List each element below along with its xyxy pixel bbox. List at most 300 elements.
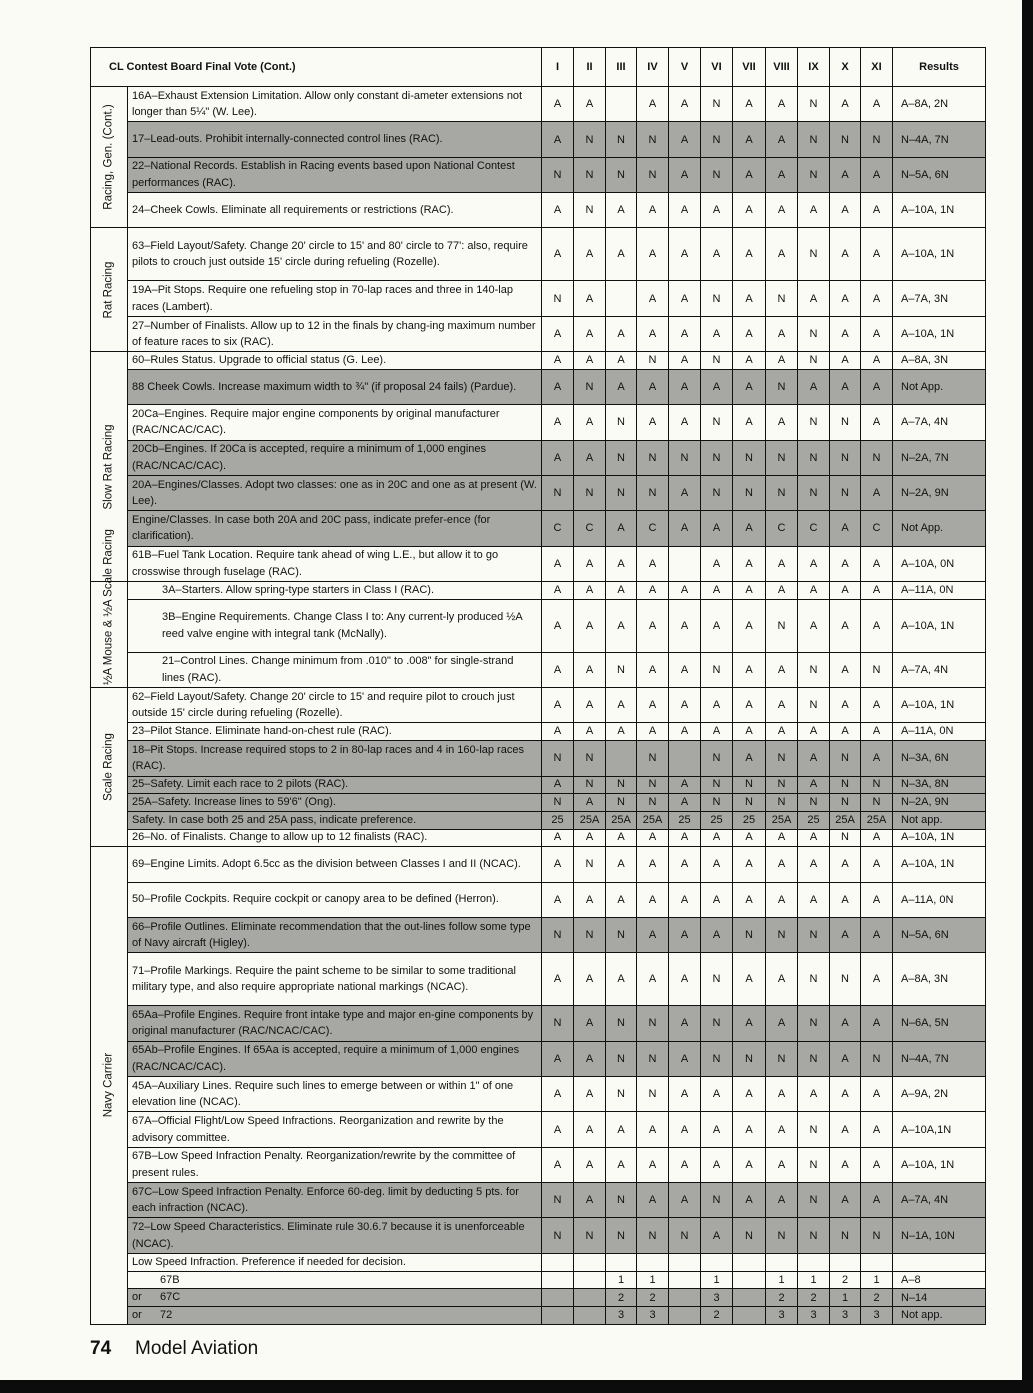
vote-cell: A <box>637 829 669 847</box>
vote-cell: N <box>637 1077 669 1112</box>
vote-cell: A <box>542 352 574 370</box>
results-header: Results <box>893 48 986 87</box>
table-row <box>91 352 986 370</box>
vote-cell: A <box>830 1147 861 1182</box>
table-row <box>91 511 986 546</box>
vote-cell: A <box>542 723 574 741</box>
vote-cell: A <box>606 316 637 351</box>
vote-cell: A <box>766 193 798 228</box>
low-speed-option-wrap <box>132 1272 538 1289</box>
vote-cell: N <box>542 157 574 192</box>
vote-cell: N <box>798 1006 830 1041</box>
vote-cell: A <box>637 917 669 952</box>
vote-cell: A <box>701 546 733 581</box>
result-cell: A–8A, 3N <box>893 953 986 1006</box>
vote-cell: A <box>701 723 733 741</box>
vote-cell: N <box>733 1041 766 1076</box>
vote-cell: N <box>798 917 830 952</box>
vote-cell: A <box>606 369 637 404</box>
vote-cell: A <box>542 1077 574 1112</box>
vote-cell: A <box>542 546 574 581</box>
vote-cell: A <box>542 582 574 600</box>
vote-cell: A <box>606 511 637 546</box>
vote-cell: N <box>798 794 830 812</box>
vote-cell: N <box>669 440 701 475</box>
table-row <box>91 157 986 192</box>
vote-cell: A <box>830 1006 861 1041</box>
vote-cell: N <box>766 1041 798 1076</box>
empty-cell <box>861 1253 893 1271</box>
district-header: VII <box>733 48 766 87</box>
vote-cell: A <box>733 352 766 370</box>
vote-cell: N <box>798 475 830 510</box>
vote-cell: N <box>766 369 798 404</box>
result-cell: A–7A, 4N <box>893 405 986 440</box>
vote-cell: A <box>861 546 893 581</box>
result-cell: A–7A, 4N <box>893 652 986 687</box>
vote-cell: A <box>574 829 606 847</box>
vote-cell: N <box>798 87 830 122</box>
vote-cell: A <box>637 281 669 316</box>
vote-cell: A <box>669 511 701 546</box>
vote-cell: N <box>798 1041 830 1076</box>
vote-cell: C <box>574 511 606 546</box>
vote-cell: N <box>766 741 798 776</box>
vote-cell: A <box>733 882 766 917</box>
district-header: VIII <box>766 48 798 87</box>
vote-cell: N <box>542 1218 574 1253</box>
vote-cell: N <box>606 917 637 952</box>
vote-cell: N <box>766 794 798 812</box>
vote-cell: A <box>861 688 893 723</box>
vote-cell: N <box>861 652 893 687</box>
proposal-text: 20Cb–Engines. If 20Ca is accepted, require a minimum of 1,000 engines (RAC/NCAC/CAC). <box>128 440 542 475</box>
vote-cell: A <box>669 1147 701 1182</box>
vote-cell: 2 <box>861 1289 893 1307</box>
district-header: X <box>830 48 861 87</box>
vote-cell: N <box>574 917 606 952</box>
vote-cell: A <box>637 546 669 581</box>
vote-cell: N <box>766 599 798 652</box>
vote-cell: 25A <box>637 811 669 829</box>
result-cell: A–10A, 1N <box>893 316 986 351</box>
vote-cell: N <box>701 1183 733 1218</box>
table-row <box>91 1041 986 1076</box>
vote-cell: A <box>766 882 798 917</box>
vote-cell: A <box>733 281 766 316</box>
table-row <box>91 1077 986 1112</box>
table-row <box>91 599 986 652</box>
low-speed-option-wrap <box>132 1307 538 1324</box>
vote-cell: A <box>606 193 637 228</box>
vote-cell: C <box>861 511 893 546</box>
low-speed-option-wrap <box>132 1289 538 1306</box>
vote-cell: N <box>733 1218 766 1253</box>
vote-cell: A <box>830 599 861 652</box>
vote-cell: N <box>701 281 733 316</box>
vote-cell: N <box>701 1006 733 1041</box>
result-cell: Not App. <box>893 369 986 404</box>
district-header: I <box>542 48 574 87</box>
option-label: 67C <box>160 1291 181 1304</box>
vote-cell: A <box>861 405 893 440</box>
vote-cell: N <box>542 794 574 812</box>
vote-cell: 25 <box>669 811 701 829</box>
vote-cell: N <box>701 122 733 157</box>
vote-cell: 2 <box>701 1306 733 1324</box>
vote-cell: A <box>637 1183 669 1218</box>
vote-cell: C <box>766 511 798 546</box>
vote-cell: A <box>637 847 669 882</box>
vote-cell: A <box>766 228 798 281</box>
vote-cell: N <box>798 122 830 157</box>
vote-cell: A <box>766 352 798 370</box>
vote-cell: A <box>701 688 733 723</box>
vote-cell: A <box>830 157 861 192</box>
vote-cell: A <box>830 1112 861 1147</box>
vote-cell: A <box>766 847 798 882</box>
vote-cell: A <box>669 953 701 1006</box>
vote-cell: A <box>733 228 766 281</box>
vote-cell: A <box>733 847 766 882</box>
vote-cell: A <box>830 582 861 600</box>
vote-cell: A <box>766 1112 798 1147</box>
vote-cell: A <box>574 1147 606 1182</box>
vote-cell: A <box>733 1077 766 1112</box>
vote-cell: A <box>733 741 766 776</box>
vote-cell: N <box>830 1218 861 1253</box>
result-cell: A–10A,1N <box>893 1112 986 1147</box>
section-label-cell <box>91 87 128 228</box>
section-label: Slow Rat Racing <box>102 424 115 510</box>
vote-cell: N <box>574 475 606 510</box>
empty-cell <box>733 1253 766 1271</box>
vote-cell: A <box>574 723 606 741</box>
vote-cell: A <box>733 369 766 404</box>
table-row <box>91 794 986 812</box>
result-cell: N–3A, 6N <box>893 741 986 776</box>
vote-cell: A <box>766 1006 798 1041</box>
vote-cell: A <box>766 87 798 122</box>
vote-cell: A <box>606 352 637 370</box>
vote-cell: N <box>574 157 606 192</box>
table-row <box>91 475 986 510</box>
vote-cell: A <box>606 1112 637 1147</box>
table-row <box>91 688 986 723</box>
vote-cell: A <box>701 829 733 847</box>
low-speed-heading: Low Speed Infraction. Preference if needed for decision. <box>128 1253 542 1271</box>
vote-cell: A <box>733 1006 766 1041</box>
vote-cell: A <box>798 723 830 741</box>
proposal-text: 22–National Records. Establish in Racing events based upon National Contest performances (RAC). <box>128 157 542 192</box>
vote-cell: A <box>669 829 701 847</box>
table-row <box>91 582 986 600</box>
vote-cell: A <box>798 741 830 776</box>
proposal-text: 3B–Engine Requirements. Change Class I to: Any current-ly produced ½A reed valve engine with integral tank (McNally). <box>128 599 542 652</box>
vote-cell: 1 <box>766 1271 798 1289</box>
proposal-text: 26–No. of Finalists. Change to allow up to 12 finalists (RAC). <box>128 829 542 847</box>
vote-cell: N <box>766 1218 798 1253</box>
vote-cell: A <box>830 1183 861 1218</box>
proposal-text: 72–Low Speed Characteristics. Eliminate rule 30.6.7 because it is unenforceable (NCAC). <box>128 1218 542 1253</box>
vote-cell: N <box>798 652 830 687</box>
result-cell: Not app. <box>893 811 986 829</box>
empty-cell <box>798 1253 830 1271</box>
vote-cell: A <box>542 847 574 882</box>
vote-cell: A <box>606 228 637 281</box>
vote-cell: A <box>861 228 893 281</box>
empty-cell <box>669 1253 701 1271</box>
vote-cell <box>669 741 701 776</box>
vote-cell: N <box>637 1218 669 1253</box>
vote-cell: A <box>733 405 766 440</box>
vote-cell: N <box>606 440 637 475</box>
vote-cell: N <box>606 405 637 440</box>
table-row <box>91 917 986 952</box>
district-header: III <box>606 48 637 87</box>
vote-cell: A <box>766 688 798 723</box>
proposal-text: 67B–Low Speed Infraction Penalty. Reorganization/rewrite by the committee of present rules. <box>128 1147 542 1182</box>
vote-cell: A <box>861 953 893 1006</box>
vote-cell: N <box>798 688 830 723</box>
vote-cell <box>574 1306 606 1324</box>
vote-cell: A <box>669 122 701 157</box>
vote-cell <box>669 1271 701 1289</box>
vote-cell: N <box>637 352 669 370</box>
vote-cell: A <box>669 776 701 794</box>
low-speed-option <box>128 1271 542 1289</box>
proposal-text: 16A–Exhaust Extension Limitation. Allow only constant di-ameter extensions not longer than 5¼" (W. Lee). <box>128 87 542 122</box>
vote-cell: A <box>637 882 669 917</box>
vote-cell: A <box>669 688 701 723</box>
vote-cell: A <box>861 316 893 351</box>
low-speed-row <box>91 1271 986 1289</box>
vote-cell: N <box>861 1041 893 1076</box>
vote-cell: A <box>606 847 637 882</box>
vote-cell: A <box>606 582 637 600</box>
vote-cell: A <box>637 405 669 440</box>
result-cell: N–14 <box>893 1289 986 1307</box>
vote-cell: N <box>766 776 798 794</box>
vote-cell: A <box>766 405 798 440</box>
vote-cell: N <box>637 776 669 794</box>
empty-cell <box>606 1253 637 1271</box>
district-header: IV <box>637 48 669 87</box>
vote-cell: A <box>861 1183 893 1218</box>
contest-board-vote-table <box>90 47 986 1325</box>
vote-cell: A <box>733 829 766 847</box>
vote-cell: A <box>830 511 861 546</box>
vote-cell: A <box>542 405 574 440</box>
vote-cell: A <box>669 281 701 316</box>
vote-cell: N <box>637 794 669 812</box>
vote-cell: 3 <box>766 1306 798 1324</box>
result-cell: N–2A, 9N <box>893 794 986 812</box>
district-header: V <box>669 48 701 87</box>
vote-cell: A <box>669 652 701 687</box>
or-label: or <box>132 1291 142 1304</box>
vote-cell: A <box>637 582 669 600</box>
table-row <box>91 122 986 157</box>
vote-cell: A <box>733 87 766 122</box>
section-label: Navy Carrier <box>102 1053 115 1118</box>
vote-cell: N <box>574 776 606 794</box>
vote-cell: A <box>542 369 574 404</box>
vote-cell: A <box>637 688 669 723</box>
vote-cell: A <box>574 688 606 723</box>
proposal-text: 24–Cheek Cowls. Eliminate all requirements or restrictions (RAC). <box>128 193 542 228</box>
vote-cell: A <box>542 829 574 847</box>
vote-cell: A <box>669 599 701 652</box>
vote-cell: A <box>669 1183 701 1218</box>
proposal-text: 23–Pilot Stance. Eliminate hand-on-chest rule (RAC). <box>128 723 542 741</box>
vote-cell: A <box>733 599 766 652</box>
vote-cell <box>669 546 701 581</box>
vote-cell: N <box>606 157 637 192</box>
result-cell: N–3A, 8N <box>893 776 986 794</box>
vote-cell: A <box>542 316 574 351</box>
vote-cell <box>542 1306 574 1324</box>
vote-cell: A <box>733 316 766 351</box>
vote-cell: A <box>733 122 766 157</box>
result-cell: A–10A, 1N <box>893 193 986 228</box>
page-number: 74 <box>90 1338 112 1359</box>
vote-cell: A <box>574 546 606 581</box>
vote-cell: A <box>861 1112 893 1147</box>
proposal-text: 17–Lead-outs. Prohibit internally-connected control lines (RAC). <box>128 122 542 157</box>
vote-cell: A <box>830 228 861 281</box>
vote-cell: A <box>830 723 861 741</box>
vote-cell: A <box>669 1041 701 1076</box>
vote-cell: A <box>637 369 669 404</box>
vote-cell: A <box>733 546 766 581</box>
vote-cell: A <box>830 652 861 687</box>
vote-cell: A <box>733 582 766 600</box>
vote-cell: A <box>861 193 893 228</box>
vote-cell: A <box>637 1112 669 1147</box>
result-cell: A–10A, 1N <box>893 1147 986 1182</box>
vote-cell: A <box>637 228 669 281</box>
vote-cell: N <box>574 741 606 776</box>
vote-cell: A <box>669 228 701 281</box>
vote-cell: A <box>669 405 701 440</box>
vote-cell: A <box>861 829 893 847</box>
vote-cell: 3 <box>830 1306 861 1324</box>
vote-cell: A <box>606 829 637 847</box>
option-label: 72 <box>160 1308 173 1321</box>
vote-cell: N <box>669 1218 701 1253</box>
proposal-text: 88 Cheek Cowls. Increase maximum width to ¾" (if proposal 24 fails) (Pardue). <box>128 369 542 404</box>
header-row <box>91 48 986 87</box>
vote-cell: N <box>637 1041 669 1076</box>
empty-cell <box>637 1253 669 1271</box>
vote-cell: 25 <box>542 811 574 829</box>
result-cell: N–6A, 5N <box>893 1006 986 1041</box>
section-label-cell <box>91 228 128 352</box>
proposal-text: 25A–Safety. Increase lines to 59'6" (Ong). <box>128 794 542 812</box>
vote-cell: A <box>733 953 766 1006</box>
vote-cell: N <box>798 228 830 281</box>
vote-cell: A <box>766 316 798 351</box>
vote-cell: A <box>606 723 637 741</box>
vote-cell: N <box>542 741 574 776</box>
or-label: or <box>132 1308 142 1321</box>
vote-cell: N <box>542 475 574 510</box>
vote-cell: A <box>861 352 893 370</box>
proposal-text: 19A–Pit Stops. Require one refueling stop in 70-lap races and three in 140-lap races (Lambert). <box>128 281 542 316</box>
vote-cell: A <box>861 1147 893 1182</box>
vote-cell: N <box>798 1112 830 1147</box>
vote-cell: N <box>701 1041 733 1076</box>
vote-cell: A <box>606 1147 637 1182</box>
vote-cell: A <box>830 87 861 122</box>
vote-cell: N <box>861 1218 893 1253</box>
vote-cell: A <box>798 546 830 581</box>
proposal-text: 20Ca–Engines. Require major engine components by original manufacturer (RAC/NCAC/CAC). <box>128 405 542 440</box>
result-cell: A–9A, 2N <box>893 1077 986 1112</box>
vote-cell: N <box>574 193 606 228</box>
vote-cell: A <box>830 546 861 581</box>
vote-cell: A <box>798 369 830 404</box>
result-cell: A–11A, 0N <box>893 582 986 600</box>
vote-cell: A <box>701 1077 733 1112</box>
vote-cell: N <box>606 122 637 157</box>
proposal-text: 65Ab–Profile Engines. If 65Aa is accepted, require a minimum of 1,000 engines (RAC/NCAC/CAC). <box>128 1041 542 1076</box>
vote-cell: A <box>542 599 574 652</box>
vote-cell: N <box>606 1006 637 1041</box>
vote-cell: A <box>669 475 701 510</box>
vote-cell: A <box>574 1041 606 1076</box>
vote-cell: A <box>798 582 830 600</box>
empty-cell <box>893 1253 986 1271</box>
vote-cell: A <box>574 1183 606 1218</box>
vote-cell: A <box>733 1183 766 1218</box>
vote-cell: A <box>861 599 893 652</box>
vote-cell: N <box>798 405 830 440</box>
vote-cell: 2 <box>606 1289 637 1307</box>
vote-cell: A <box>669 1077 701 1112</box>
empty-cell <box>701 1253 733 1271</box>
vote-cell <box>606 741 637 776</box>
vote-cell: A <box>766 652 798 687</box>
section-label: Rat Racing <box>102 261 115 319</box>
vote-cell: N <box>701 352 733 370</box>
empty-cell <box>830 1253 861 1271</box>
result-cell: N–1A, 10N <box>893 1218 986 1253</box>
vote-cell: A <box>766 1183 798 1218</box>
vote-cell: A <box>669 582 701 600</box>
vote-cell: A <box>574 652 606 687</box>
vote-cell: A <box>574 87 606 122</box>
vote-cell: A <box>669 794 701 812</box>
table-row <box>91 1218 986 1253</box>
vote-cell: A <box>830 1077 861 1112</box>
vote-cell: N <box>766 281 798 316</box>
vote-cell: A <box>861 723 893 741</box>
vote-cell: A <box>669 917 701 952</box>
table-row <box>91 369 986 404</box>
vote-cell: A <box>701 582 733 600</box>
vote-cell <box>669 1306 701 1324</box>
vote-cell: A <box>701 316 733 351</box>
vote-cell: N <box>733 475 766 510</box>
proposal-text: 45A–Auxiliary Lines. Require such lines to emerge between or within 1" of one elevation line (NCAC). <box>128 1077 542 1112</box>
vote-cell: A <box>542 87 574 122</box>
vote-cell: A <box>701 917 733 952</box>
vote-cell: N <box>701 741 733 776</box>
vote-cell: N <box>766 440 798 475</box>
vote-cell: A <box>830 369 861 404</box>
